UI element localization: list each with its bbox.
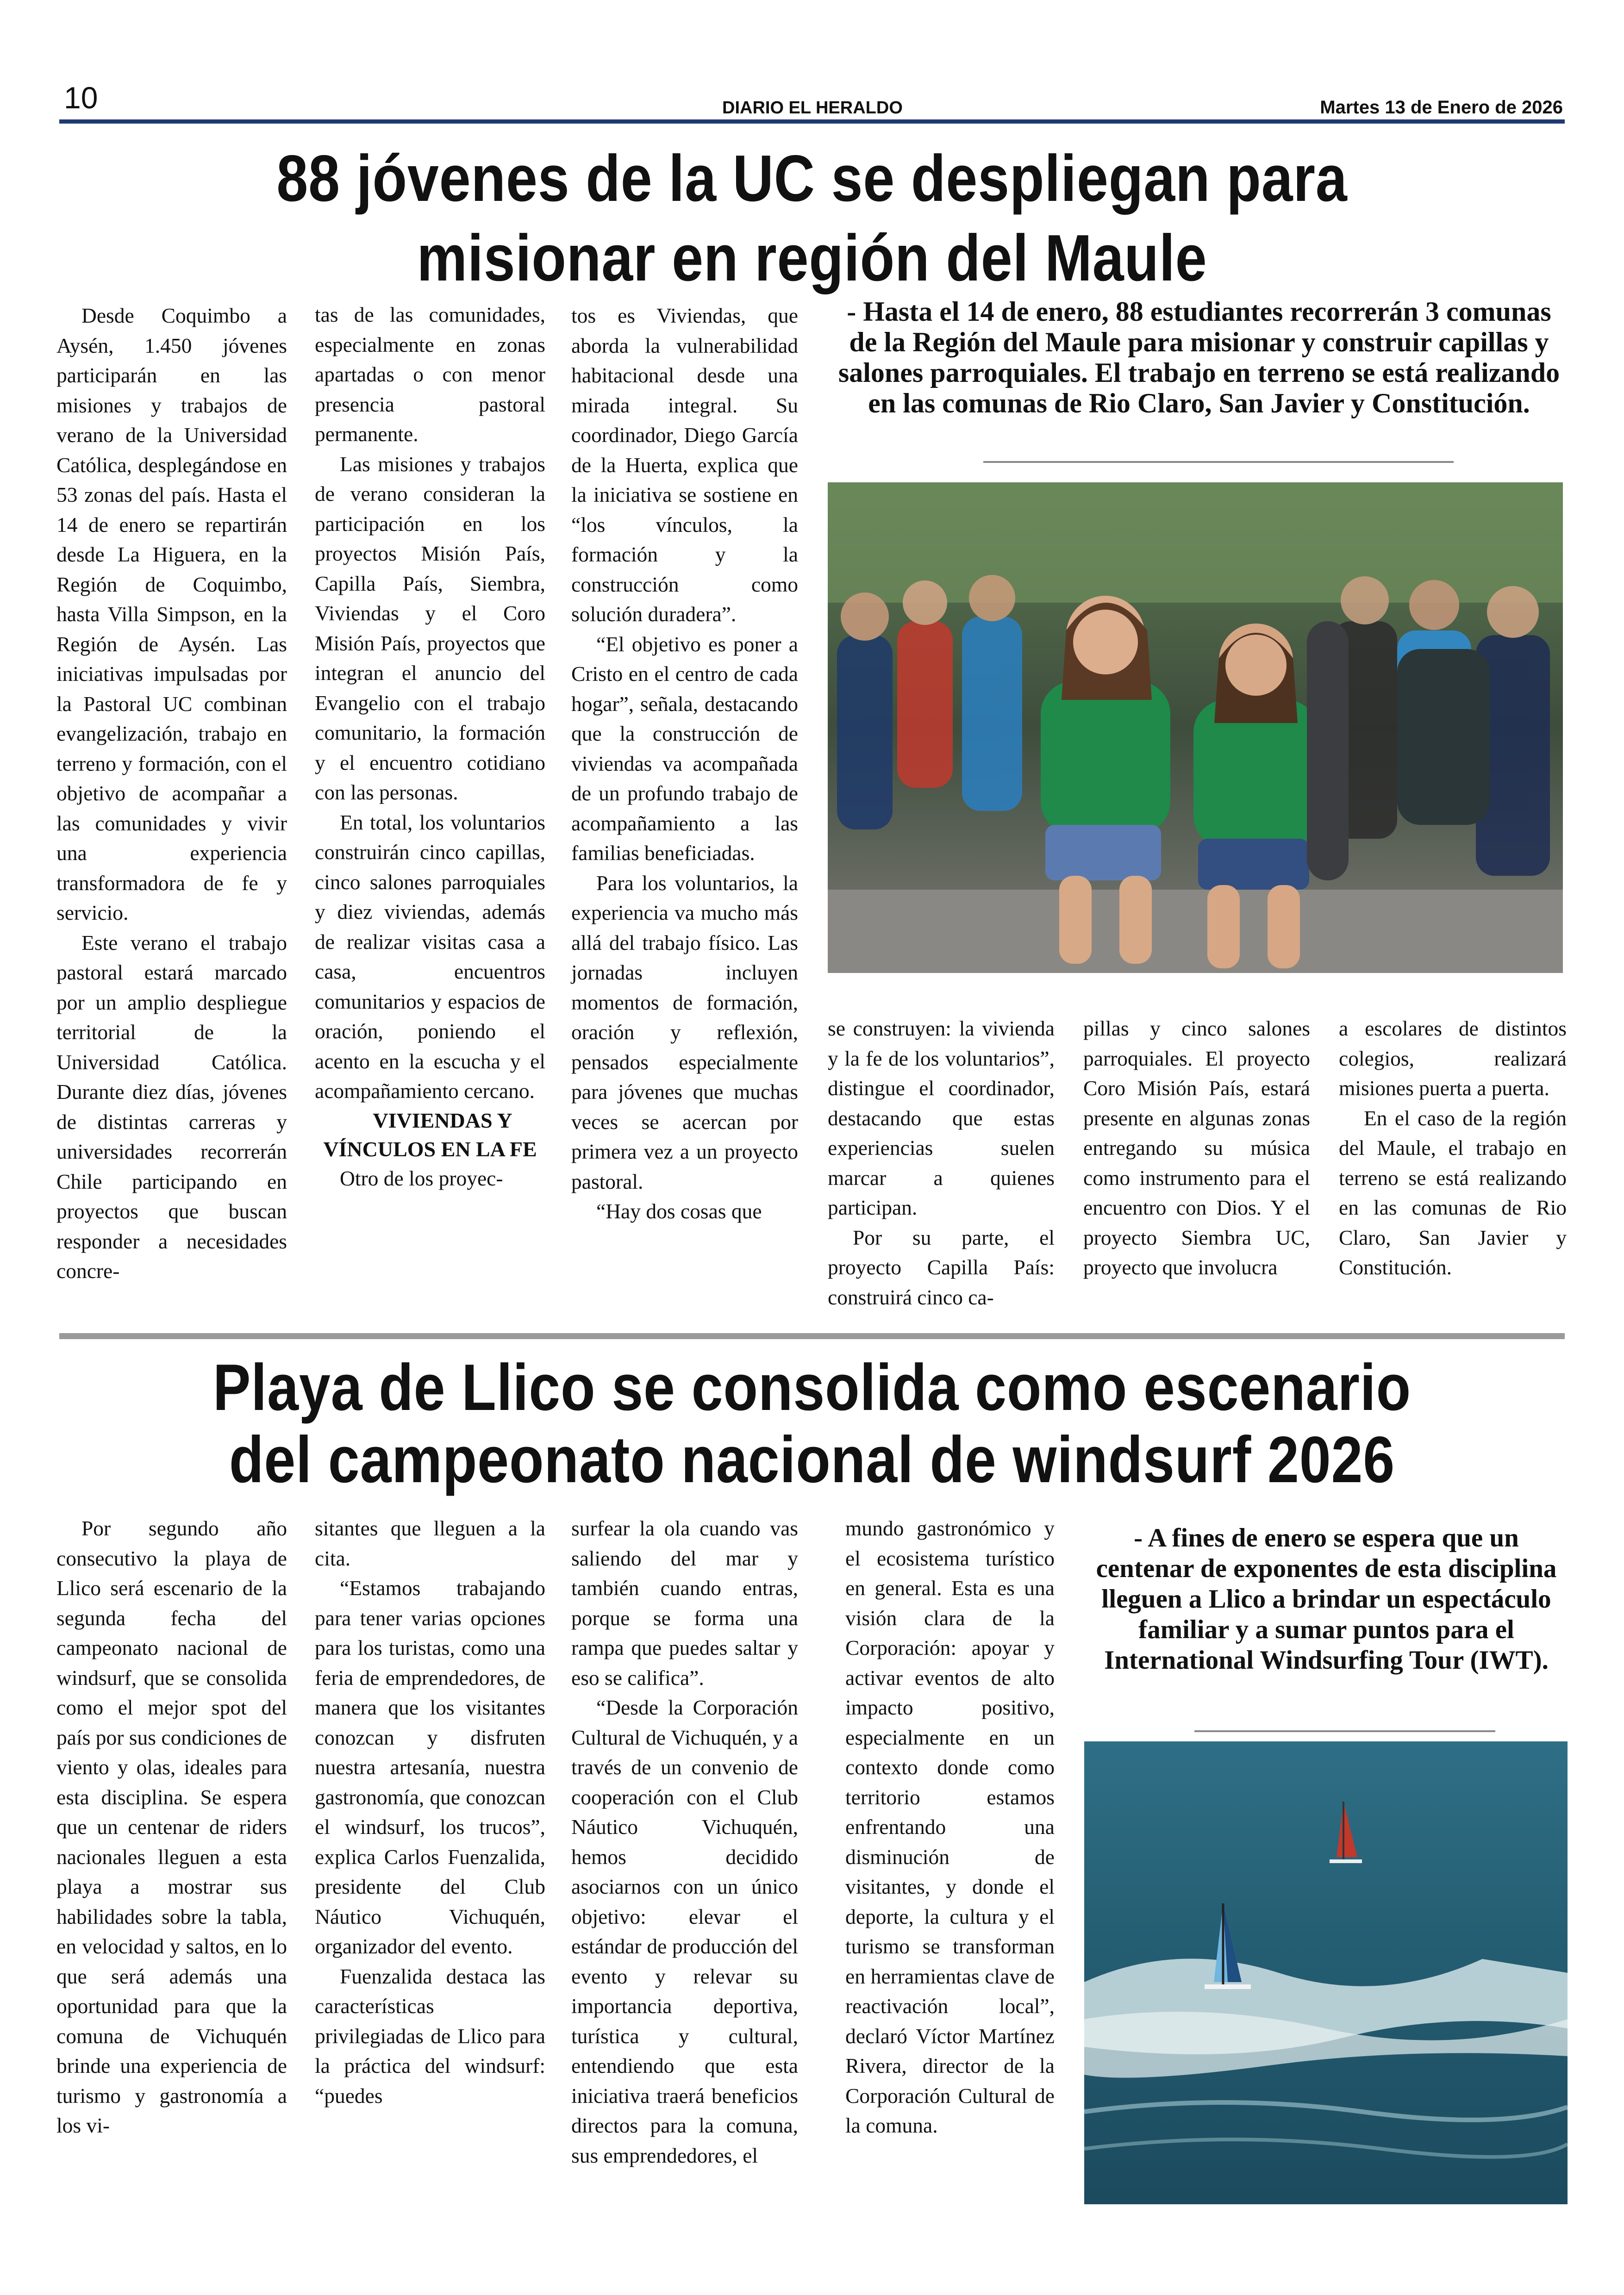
article1-photo <box>828 482 1563 973</box>
paragraph: Las misiones y trabajos de verano consideran la participación en los proyectos Misión País, Capilla País, Siembra, Viviendas y el Coro Misión País, proyectos que integran el anuncio del Evangelio con el trabajo comunitario, la formación y el encuentro cotidiano con las personas. <box>315 452 545 804</box>
article1-headline <box>165 139 1460 298</box>
article1-column-2 <box>315 300 545 1193</box>
article1-column-5 <box>1083 1014 1310 1283</box>
article1-column-1 <box>56 301 287 1286</box>
paragraph: Para los voluntarios, la experiencia va mucho más allá del trabajo físico. Las jornadas incluyen momentos de formación, oración y reflexión, pensados especialmente para jóvenes que muchas veces se acercan por primera vez a un proyecto pastoral. <box>571 871 798 1193</box>
paragraph: tos es Viviendas, que aborda la vulnerabilidad habitacional desde una mirada integral. Su coordinador, Diego García de la Huerta, explica que la iniciativa se sostiene en “los vínculos, la formación y la construcción como solución duradera”. <box>571 304 798 626</box>
paragraph: “Estamos trabajando para tener varias opciones para los turistas, como una feria de emprendedores, de manera que los visitantes conozcan y disfruten nuestra artesanía, nuestra gastronomía, que conozcan el windsurf, los trucos”, explica Carlos Fuenzalida, presidente del Club Náutico Vichuquén, organizador del evento. <box>315 1576 545 1958</box>
article2-deck: - A fines de enero se espera que un centenar de exponentes de esta disciplina lleguen a Llico a brindar un espectáculo familiar y a sumar puntos para el International Windsurfing Tour (IWT). <box>1096 1523 1557 1675</box>
paragraph: En total, los voluntarios construirán cinco capillas, cinco salones parroquiales y diez viviendas, además de realizar visitas casa a casa, encuentros comunitarios y espacios de oración, poniendo el acento en la escucha y el acompañamiento cercano. <box>315 810 545 1103</box>
article2-headline-line2: del campeonato nacional de windsurf 2026 <box>229 1423 1395 1497</box>
paragraph: Este verano el trabajo pastoral estará marcado por un amplio despliegue territorial de la Universidad Católica. Durante diez días, jóvenes de distintas carreras y universidades recorrerán Chile participando en proyectos que buscan responder a necesidades concre- <box>56 930 287 1283</box>
issue-date: Martes 13 de Enero de 2026 <box>1320 97 1563 118</box>
article2-headline-line1: Playa de Llico se consolida como escenario <box>212 1351 1412 1424</box>
article2-photo <box>1084 1741 1568 2204</box>
paragraph: se construyen: la vivienda y la fe de los voluntarios”, distingue el coordinador, destacando que estas experiencias suelen marcar a quienes participan. <box>828 1017 1055 1219</box>
article1-headline-line1: 88 jóvenes de la UC se despliegan para <box>276 142 1348 215</box>
paragraph: “Desde la Corporación Cultural de Vichuquén, y a través de un convenio de cooperación con el Club Náutico Vichuquén, hemos decidido asociarnos con un único objetivo: elevar el estándar de producción del evento y relevar su importancia deportiva, turística y cultural, entendiendo que esta iniciativa traerá beneficios directos para la comuna, sus emprendedores, el <box>571 1696 798 2167</box>
article1-column-6 <box>1339 1014 1567 1283</box>
header-rule <box>59 119 1565 124</box>
section-divider <box>59 1333 1565 1339</box>
paragraph: “El objetivo es poner a Cristo en el centro de cada hogar”, señala, destacando que la construcción de viviendas va acompañada de un profundo trabajo de acompañamiento a las familias beneficiadas. <box>571 632 798 865</box>
article2-column-4 <box>845 1514 1055 2141</box>
paragraph: Por segundo año consecutivo la playa de Llico será escenario de la segunda fecha del campeonato nacional de windsurf, que se consolida como el mejor spot del país por sus condiciones de viento y olas, ideales para esta disciplina. Se espera que un centenar de riders nacionales lleguen a esta playa a mostrar sus habilidades sobre la tabla, en velocidad y saltos, en lo que será además una oportunidad para que la comuna de Vichuquén brinde una experiencia de turismo y gastronomía a los vi- <box>56 1516 287 2137</box>
paragraph: pillas y cinco salones parroquiales. El proyecto Coro Misión País, estará presente en algunas zonas entregando su música como instrumento para el encuentro con Dios. Y el proyecto Siembra UC, proyecto que involucra <box>1083 1017 1310 1279</box>
article2-headline <box>165 1352 1460 1496</box>
paragraph: a escolares de distintos colegios, realizará misiones puerta a puerta. <box>1339 1017 1567 1100</box>
deck-rule <box>1194 1730 1495 1732</box>
windsurf-photo-illustration <box>1084 1741 1568 2204</box>
page-number: 10 <box>64 81 98 115</box>
paragraph: tas de las comunidades, especialmente en zonas apartadas o con menor presencia pastoral permanente. <box>315 303 545 446</box>
paragraph: Desde Coquimbo a Aysén, 1.450 jóvenes participarán en las misiones y trabajos de verano de la Universidad Católica, desplegándose en 53 zonas del país. Hasta el 14 de enero se repartirán desde La Higuera, en la Región de Coquimbo, hasta Villa Simpson, en la Región de Aysén. Las iniciativas impulsadas por la Pastoral UC combinan evangelización, trabajo en terreno y formación, con el objetivo de acompañar a las comunidades y vivir una experiencia transformadora de fe y servicio. <box>56 304 287 924</box>
students-photo-illustration <box>828 482 1563 973</box>
paragraph: En el caso de la región del Maule, el trabajo en terreno se está realizando en las comunas de Rio Claro, San Javier y Constitución. <box>1339 1106 1567 1279</box>
article2-column-1 <box>56 1514 287 2141</box>
article1-subheading: VIVIENDAS Y VÍNCULOS EN LA FE <box>323 1108 537 1161</box>
article2-column-2 <box>315 1514 545 2111</box>
paragraph: Por su parte, el proyecto Capilla País: construirá cinco ca- <box>828 1225 1055 1309</box>
paragraph: Fuenzalida destaca las características privilegiadas de Llico para la práctica del windsurf: “puedes <box>315 1964 545 2108</box>
paragraph: mundo gastronómico y el ecosistema turístico en general. Esta es una visión clara de la Corporación: apoyar y activar eventos de alto impacto positivo, especialmente en un contexto donde como territorio estamos enfrentando una disminución de visitantes, y donde el deporte, la cultura y el turismo se transforman en herramientas clave de reactivación local”, declaró Víctor Martínez Rivera, director de la Corporación Cultural de la comuna. <box>845 1516 1055 2137</box>
article1-column-4 <box>828 1014 1055 1312</box>
newspaper-name: DIARIO EL HERALDO <box>722 98 903 118</box>
article1-column-3 <box>571 301 798 1227</box>
paragraph: sitantes que lleguen a la cita. <box>315 1516 545 1570</box>
article1-deck: - Hasta el 14 de enero, 88 estudiantes recorrerán 3 comunas de la Región del Maule para misionar y construir capillas y salones parroquiales. El trabajo en terreno se está realizando en las comunas de Rio Claro, San Javier y Constitución. <box>838 296 1560 418</box>
article1-headline-line2: misionar en región del Maule <box>417 221 1207 295</box>
paragraph: “Hay dos cosas que <box>596 1199 762 1223</box>
article2-column-3 <box>571 1514 798 2170</box>
paragraph: surfear la ola cuando vas saliendo del mar y también cuando entras, porque se forma una rampa que puedes saltar y eso se califica”. <box>571 1516 798 1690</box>
deck-rule <box>983 461 1454 463</box>
paragraph: Otro de los proyec- <box>340 1166 503 1190</box>
